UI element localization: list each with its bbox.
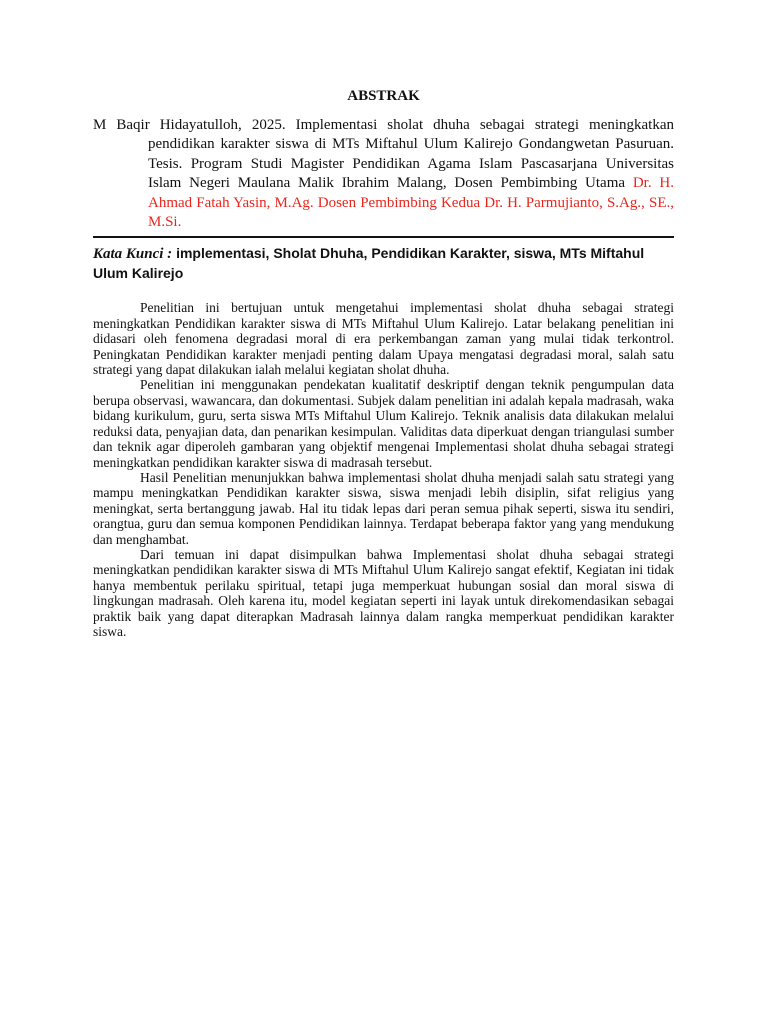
paragraph-2: Penelitian ini menggunakan pendekatan kualitatif deskriptif dengan teknik pengumpulan data berupa observasi, wawancara, dan dokumentasi. Subjek dalam penelitian ini adalah kepala madrasah, waka bidang kurikulum, guru, serta siswa MTs Miftahul Ulum Kalirejo. Teknik analisis data dilakukan melalui reduksi data, penyajian data, dan penarikan kesimpulan. Validitas data diperkuat dengan triangulasi sumber dan teknik agar diperoleh gambaran yang objektif mengenai Implementasi sholat dhuha sebagai strategi meningkatkan pendidikan karakter siswa di madrasah tersebut.	[93, 377, 674, 470]
abstract-page	[93, 86, 674, 639]
keywords-text: implementasi, Sholat Dhuha, Pendidikan Karakter, siswa, MTs Miftahul Ulum Kalirejo	[93, 245, 645, 282]
citation-text: M Baqir Hidayatulloh, 2025. Implementasi sholat dhuha sebagai strategi meningkatkan pendidikan karakter siswa di MTs Miftahul Ulum Kalirejo Gondangwetan Pasuruan. Tesis. Program Studi Magister Pendidikan Agama Islam Pascasarjana Universitas Islam Negeri Maulana Malik Ibrahim Malang, Dosen Pembimbing Utama	[93, 117, 674, 192]
paragraph-3: Hasil Penelitian menunjukkan bahwa implementasi sholat dhuha menjadi salah satu strategi yang mampu meningkatkan Pendidikan karakter siswa, siswa menjadi lebih disiplin, sifat religius yang meningkat, serta bertanggung jawab. Hal itu tidak lepas dari peran semua pihak seperti, siswa itu sendiri, orangtua, guru dan semua komponen Pendidikan lainnya. Terdapat beberapa faktor yang yang mendukung dan menghambat.	[93, 469, 674, 547]
supervisors-text: Dr. H. Ahmad Fatah Yasin, M.Ag. Dosen Pembimbing Kedua Dr. H. Parmujianto, S.Ag., SE., M.Si.	[148, 175, 674, 231]
keywords-label: Kata Kunci :	[93, 246, 173, 263]
keywords	[93, 244, 674, 283]
abstract-body	[93, 300, 674, 639]
paragraph-4: Dari temuan ini dapat disimpulkan bahwa Implementasi sholat dhuha sebagai strategi meningkatkan pendidikan karakter siswa di MTs Miftahul Ulum Kalirejo sangat efektif, Kegiatan ini tidak hanya membentuk perilaku spiritual, tetapi juga memperkuat hubungan sosial dan moral siswa di lingkungan madrasah. Oleh karena itu, model kegiatan seperti ini layak untuk direkomendasikan sebagai praktik baik yang dapat diterapkan Madrasah lainnya dalam rangka memperkuat pendidikan karakter siswa.	[93, 546, 674, 639]
paragraph-1: Penelitian ini bertujuan untuk mengetahui implementasi sholat dhuha sebagai strategi meningkatkan Pendidikan karakter siswa di MTs Miftahul Ulum Kalirejo. Latar belakang penelitian ini didasari oleh fenomena degradasi moral di era perkembangan zaman yang mulai tidak terkontrol. Peningkatan Pendidikan karakter menjadi penting dalam Upaya mengatasi degradasi moral, salah satu strategi yang dapat dilakukan ialah melalui kegiatan sholat dhuha.	[93, 300, 674, 378]
divider	[93, 236, 674, 238]
page-title: ABSTRAK	[347, 88, 420, 104]
citation	[93, 116, 674, 232]
